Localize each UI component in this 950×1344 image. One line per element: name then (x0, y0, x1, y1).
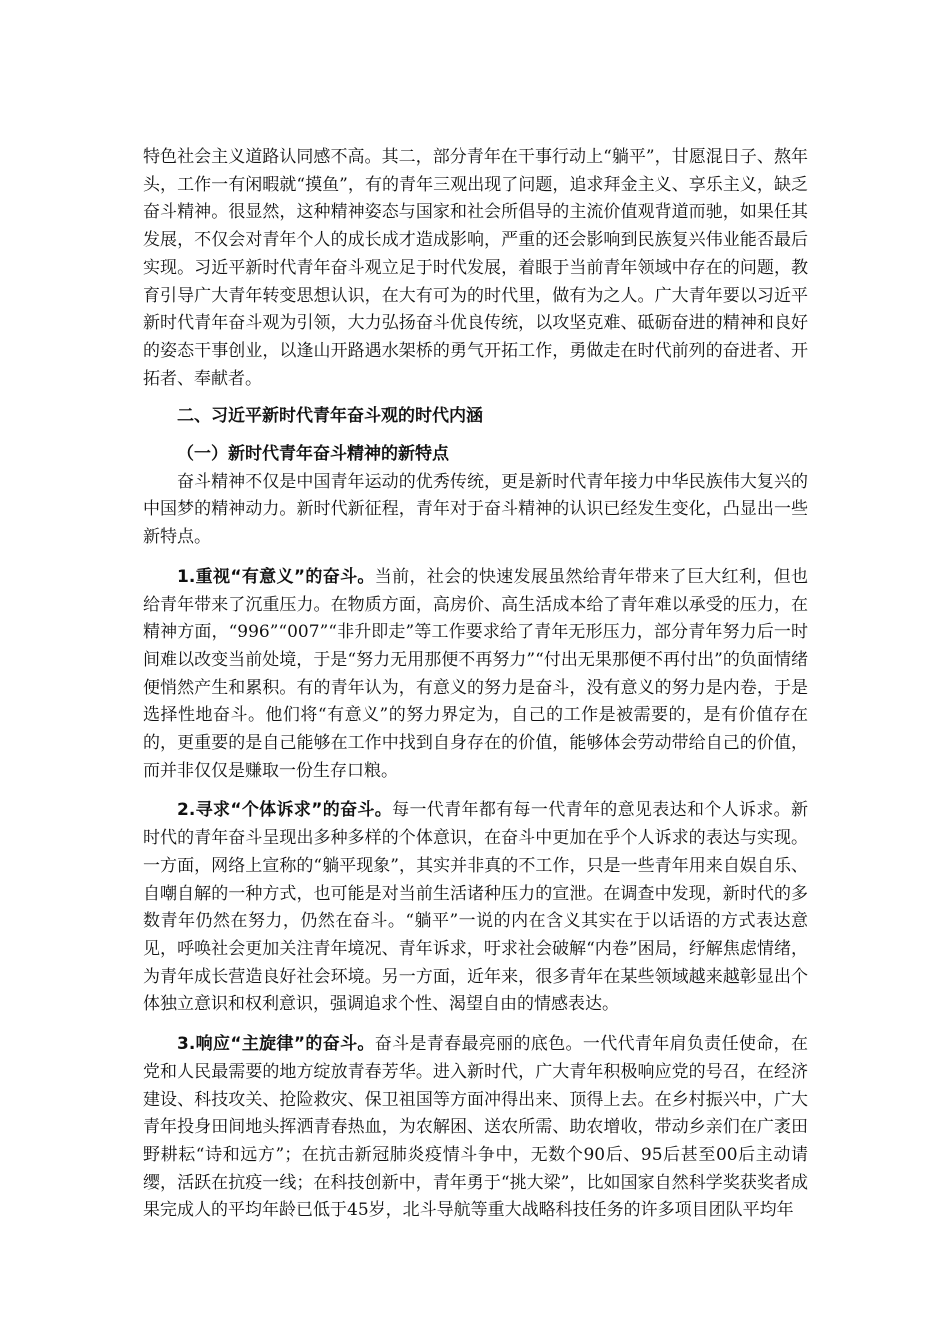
point-paragraph-2 (143, 797, 808, 1019)
subsection-intro-paragraph: 奋斗精神不仅是中国青年运动的优秀传统，更是新时代青年接力中华民族伟大复兴的中国梦的精神动力。新时代新征程，青年对于奋斗精神的认识已经发生变化，凸显出一些新特点。 (143, 471, 808, 548)
document-page (143, 144, 808, 1225)
point-paragraph-1 (143, 564, 808, 786)
point-body-1: 当前，社会的快速发展虽然给青年带来了巨大红利，但也给青年带来了沉重压力。在物质方面，高房价、高生活成本给了青年难以承受的压力，在精神方面，“996”“007”“非升即走”等工作要求给了青年无形压力，部分青年努力后一时间难以改变当前处境，于是“努力无用那便不再努力”“付出无果那便不再付出”的负面情绪便悄然产生和累积。有的青年认为，有意义的努力是奋斗，没有意义的努力是内卷，于是选择性地奋斗。他们将“有意义”的努力界定为，自己的工作是被需要的，是有价值存在的，更重要的是自己能够在工作中找到自身存在的价值，能够体会劳动带给自己的价值，而并非仅仅是赚取一份生存口粮。 (143, 566, 809, 781)
section-heading: 二、习近平新时代青年奋斗观的时代内涵 (177, 406, 483, 427)
point-lead-3: 3.响应“主旋律”的奋斗。 (177, 1034, 375, 1055)
point-lead-1: 1.重视“有意义”的奋斗。 (177, 566, 375, 587)
point-body-3: 奋斗是青春最亮丽的底色。一代代青年肩负责任使命，在党和人民最需要的地方绽放青春芳华。进入新时代，广大青年积极响应党的号召，在经济建设、科技攻关、抢险救灾、保卫祖国等方面冲得出来、顶得上去。在乡村振兴中，广大青年投身田间地头挥洒青春热血，为农解困、送农所需、助农增收，带动乡亲们在广袤田野耕耘“诗和远方”；在抗击新冠肺炎疫情斗争中，无数个90后、95后甚至00后主动请缨，活跃在抗疫一线；在科技创新中，青年勇于“挑大梁”，比如国家自然科学奖获奖者成果完成人的平均年龄已低于45岁，北斗导航等重大战略科技任务的许多项目团队平均年 (143, 1034, 809, 1221)
point-paragraph-3 (143, 1031, 808, 1225)
point-lead-2: 2.寻求“个体诉求”的奋斗。 (177, 800, 393, 821)
subsection-heading: （一）新时代青年奋斗精神的新特点 (177, 444, 449, 465)
point-body-2: 每一代青年都有每一代青年的意见表达和个人诉求。新时代的青年奋斗呈现出多种多样的个体意识，在奋斗中更加在乎个人诉求的表达与实现。一方面，网络上宣称的“躺平现象”，其实并非真的不工作，只是一些青年用来自娱自乐、自嘲自解的一种方式，也可能是对当前生活诸种压力的宣泄。在调查中发现，新时代的多数青年仍然在努力，仍然在奋斗。“躺平”一说的内在含义其实在于以话语的方式表达意见，呼唤社会更加关注青年境况、青年诉求，吁求社会破解“内卷”困局，纾解焦虑情绪，为青年成长营造良好社会环境。另一方面，近年来，很多青年在某些领域越来越彰显出个体独立意识和权利意识，强调追求个性、渴望自由的情感表达。 (143, 800, 809, 1015)
intro-paragraph: 特色社会主义道路认同感不高。其二，部分青年在干事行动上“躺平”，甘愿混日子、熬年头，工作一有闲暇就“摸鱼”，有的青年三观出现了问题，追求拜金主义、享乐主义，缺乏奋斗精神。很显然，这种精神姿态与国家和社会所倡导的主流价值观背道而驰，如果任其发展，不仅会对青年个人的成长成才造成影响，严重的还会影响到民族复兴伟业能否最后实现。习近平新时代青年奋斗观立足于时代发展，着眼于当前青年领域中存在的问题，教育引导广大青年转变思想认识，在大有可为的时代里，做有为之人。广大青年要以习近平新时代青年奋斗观为引领，大力弘扬奋斗优良传统，以攻坚克难、砥砺奋进的精神和良好的姿态干事创业，以逢山开路遇水架桥的勇气开拓工作，勇做走在时代前列的奋进者、开拓者、奉献者。 (143, 147, 808, 389)
